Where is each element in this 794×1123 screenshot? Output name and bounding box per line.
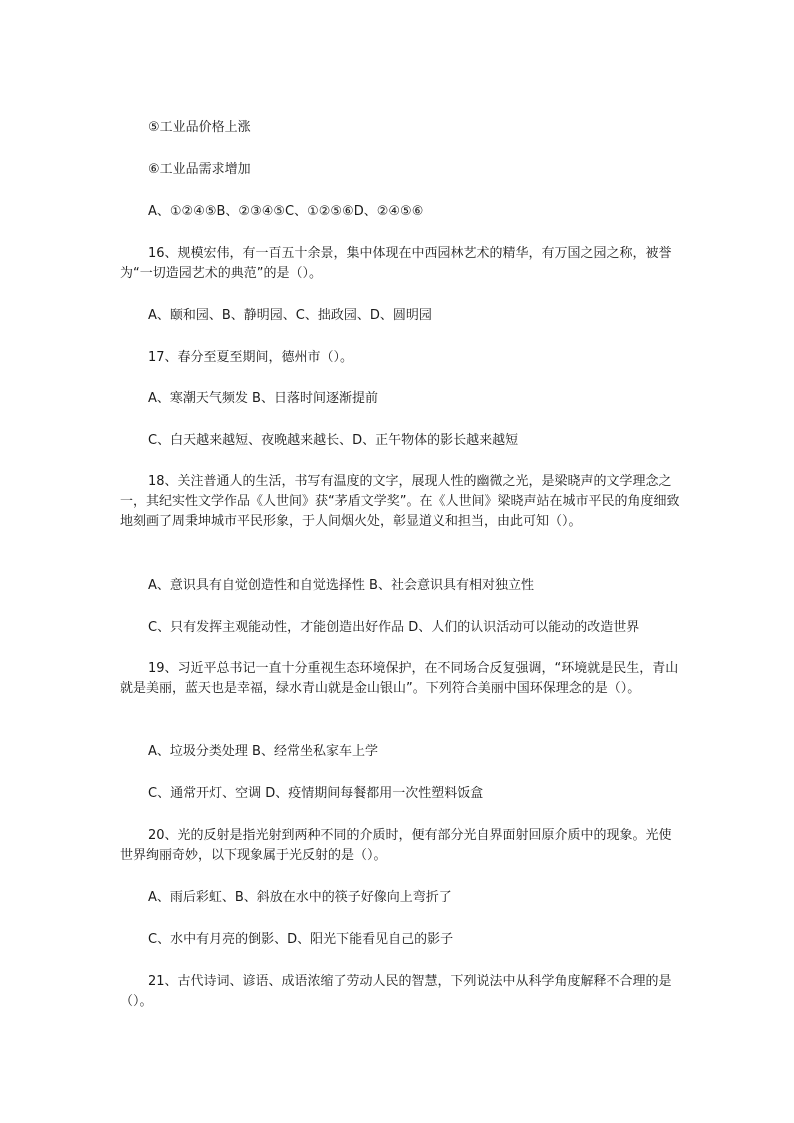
question-19: 19、习近平总书记一直十分重视生态环境保护，在不同场合反复强调，“环境就是民生，青山就是美丽，蓝天也是幸福，绿水青山就是金山银山”。下列符合美丽中国环保理念的是（）。 <box>120 661 679 696</box>
question-17: 17、春分至夏至期间，德州市（）。 <box>148 350 354 365</box>
answer-choices: A、寒潮天气频发 B、日落时间逐渐提前 <box>148 391 378 406</box>
answer-choices: A、意识具有自觉创造性和自觉选择性 B、社会意识具有相对独立性 <box>148 578 534 593</box>
answer-choices: C、只有发挥主观能动性，才能创造出好作品 D、人们的认识活动可以能动的改造世界 <box>148 620 640 635</box>
answer-choices: A、垃圾分类处理 B、经常坐私家车上学 <box>148 744 378 759</box>
question-18: 18、关注普通人的生活，书写有温度的文字，展现人性的幽微之光，是梁晓声的文学理念之一，其纪实性文学作品《人世间》获“茅盾文学奖”。在《人世间》梁晓声站在城市平民的角度细致地刻画了周秉坤城市平民形象，于人间烟火处，彰显道义和担当，由此可知（）。 <box>120 474 680 529</box>
answer-choices: A、雨后彩虹、B、斜放在水中的筷子好像向上弯折了 <box>148 890 452 905</box>
question-21: 21、古代诗词、谚语、成语浓缩了劳动人民的智慧，下列说法中从科学角度解释不合理的是（）。 <box>120 974 672 1009</box>
question-20: 20、光的反射是指光射到两种不同的介质时，便有部分光自界面射回原介质中的现象。光使世界绚丽奇妙，以下现象属于光反射的是（）。 <box>120 828 672 863</box>
option-line: ⑥工业品需求增加 <box>148 162 251 177</box>
question-16: 16、规模宏伟，有一百五十余景，集中体现在中西园林艺术的精华，有万国之园之称，被誉为“一切造园艺术的典范”的是（）。 <box>120 246 672 281</box>
answer-choices: C、白天越来越短、夜晚越来越长、D、正午物体的影长越来越短 <box>148 433 519 448</box>
answer-choices: A、①②④⑤B、②③④⑤C、①②⑤⑥D、②④⑤⑥ <box>148 204 424 219</box>
answer-choices: A、颐和园、B、静明园、C、拙政园、D、圆明园 <box>148 308 432 323</box>
option-line: ⑤工业品价格上涨 <box>148 120 251 135</box>
answer-choices: C、水中有月亮的倒影、D、阳光下能看见自己的影子 <box>148 932 454 947</box>
answer-choices: C、通常开灯、空调 D、疫情期间每餐都用一次性塑料饭盒 <box>148 786 484 801</box>
